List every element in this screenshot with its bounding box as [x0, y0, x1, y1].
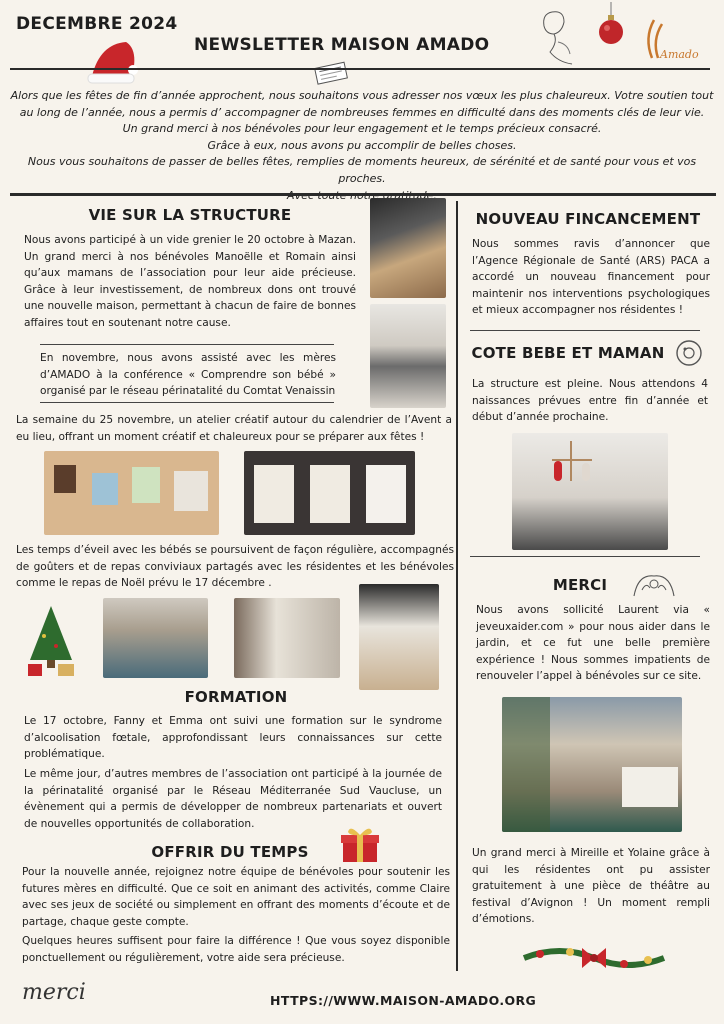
- gift-icon: [340, 824, 380, 864]
- section-title-bebe: COTE BEBE ET MAMAN: [471, 344, 665, 362]
- formation-paragraph-2: Le même jour, d’autres membres de l’association ont participé à la journée de la périnatalité organisé par le Réseau Méditerranée Sud Vaucluse, un évènement qui a permis de développer de nombreux partenariats et ouvert de nouvelles opportunités de collaboration.: [24, 768, 442, 830]
- christmas-tree-icon: [24, 602, 78, 680]
- intro-line: Nous vous souhaitons de passer de belles fêtes, remplies de moments heureux, de sérénité et de santé pour vous et vos proches.: [27, 155, 697, 185]
- financement-paragraph: Nous sommes ravis d’annoncer que l’Agence Régionale de Santé (ARS) PACA a accordé un nouveau financement pour maintenir nos interventions psychologiques et mieux accompagner nos résidentes !: [472, 238, 710, 316]
- santa-hat-icon: [86, 36, 142, 88]
- intro-line: [10, 188, 714, 205]
- photo-christmas-meal: [103, 598, 208, 678]
- vie-paragraph-4: Les temps d’éveil avec les bébés se poursuivent de façon régulière, accompagnés de goûters et de repas conviviaux partagés avec les résidentes et les bénévoles comme le repas de Noël prévu le 17 décembre .: [16, 544, 454, 589]
- photo-conference: [370, 304, 446, 408]
- intro-line: Un grand merci à nos bénévoles pour leur engagement et le temps précieux consacré.: [122, 122, 602, 136]
- divider: [470, 556, 700, 557]
- photo-baby-playmat: [359, 584, 439, 690]
- vie-paragraph-3: La semaine du 25 novembre, un atelier créatif autour du calendrier de l’Avent a eu lieu, offrant un moment créatif et chaleureux pour se préparer aux fêtes !: [16, 414, 452, 443]
- intro-line: Alors que les fêtes de fin d’année approchent, nous souhaitons vous adresser nos vœux les plus chaleureux. Votre soutien tout au long de l’année, nous a permis d’ accompagner de nombreuses femmes en difficulté dans des moments clés de leur vie.: [10, 89, 714, 119]
- photo-car-donations: [370, 198, 446, 298]
- photo-advent-calendar-2: [244, 451, 415, 535]
- intro-divider: [10, 193, 716, 196]
- holly-garland-icon: [520, 938, 668, 980]
- newspaper-icon: [312, 60, 352, 86]
- merci-signature: merci: [22, 980, 86, 1005]
- newsletter-date: DECEMBRE 2024: [16, 14, 178, 34]
- offrir-paragraph-2: Quelques heures suffisent pour faire la différence ! Que vous soyez disponible ponctuellement ou régulièrement, votre aide sera précieuse.: [22, 935, 450, 964]
- mother-silhouette-icon: [528, 6, 584, 68]
- merci-paragraph-1: Nous avons sollicité Laurent via « jeveuxaider.com » pour nous aider dans le jardin, et ce fut une belle première expérience ! Nous sommes impatients de renouveler l’appel à bénévoles sur ce site.: [476, 604, 710, 682]
- header-divider: [10, 68, 710, 70]
- vie-paragraph-1: Nous avons participé à un vide grenier le 20 octobre à Mazan. Un grand merci à nos bénévoles Manoëlle et Romain ainsi qu’aux mamans de l’association pour leur aide précieuse. Grâce à leur investissement, de nombreux dons ont trouvé une nouvelle maison, permettant à chacun de faire de bonnes affaires tout en soutenant notre cause.: [24, 234, 356, 329]
- offrir-paragraph-1: Pour la nouvelle année, rejoignez notre équipe de bénévoles pour soutenir les futures mères en difficulté. Que ce soit en animant des activités, comme Claire avec ses jeux de société ou simplement en offrant des moments d’écoute et de partage, chaque geste compte.: [22, 866, 450, 928]
- photo-advent-calendar-1: [44, 451, 219, 535]
- bebe-paragraph: La structure est pleine. Nous attendons 4 naissances prévues entre fin d’année et début d’année prochaine.: [472, 378, 708, 423]
- divider: [40, 344, 334, 345]
- section-title-offrir: OFFRIR DU TEMPS: [151, 843, 309, 861]
- merci-paragraph-2: Un grand merci à Mireille et Yolaine grâce à qui les résidentes ont pu assister gratuitement à une pièce de théâtre au festival d’Avignon ! Un moment rempli d’émotions.: [472, 847, 710, 925]
- section-title-vie: VIE SUR LA STRUCTURE: [88, 206, 292, 224]
- section-title-financement: NOUVEAU FINCANCEMENT: [475, 210, 701, 228]
- intro-message: [10, 88, 714, 204]
- intro-line: Grâce à eux, nous avons pu accomplir de belles choses.: [207, 138, 517, 152]
- newsletter-title: NEWSLETTER MAISON AMADO: [194, 35, 490, 55]
- section-title-formation: FORMATION: [184, 688, 288, 706]
- website-link[interactable]: HTTPS://WWW.MAISON-AMADO.ORG: [270, 993, 537, 1008]
- flower-doodle-icon: [628, 566, 680, 600]
- vie-paragraph-2: En novembre, nous avons assisté avec les mères d’AMADO à la conférence « Comprendre son bébé » organisé par le réseau périnatalité du Comtat Venaissin: [40, 352, 336, 397]
- section-title-merci: MERCI: [552, 576, 608, 594]
- photo-living-room: [234, 598, 340, 678]
- formation-paragraph-1: Le 17 octobre, Fanny et Emma ont suivi une formation sur le syndrome d’alcoolisation fœtale, approfondissant leurs connaissances sur cette problématique.: [24, 715, 442, 760]
- christmas-ornament-icon: [596, 2, 626, 50]
- column-divider: [456, 201, 458, 971]
- pacifier-icon: [674, 338, 704, 368]
- divider: [470, 330, 700, 331]
- photo-garden: [502, 697, 682, 832]
- photo-baby-mobile: [512, 433, 668, 550]
- divider: [40, 402, 334, 403]
- amado-logo-text: Amado: [660, 48, 699, 61]
